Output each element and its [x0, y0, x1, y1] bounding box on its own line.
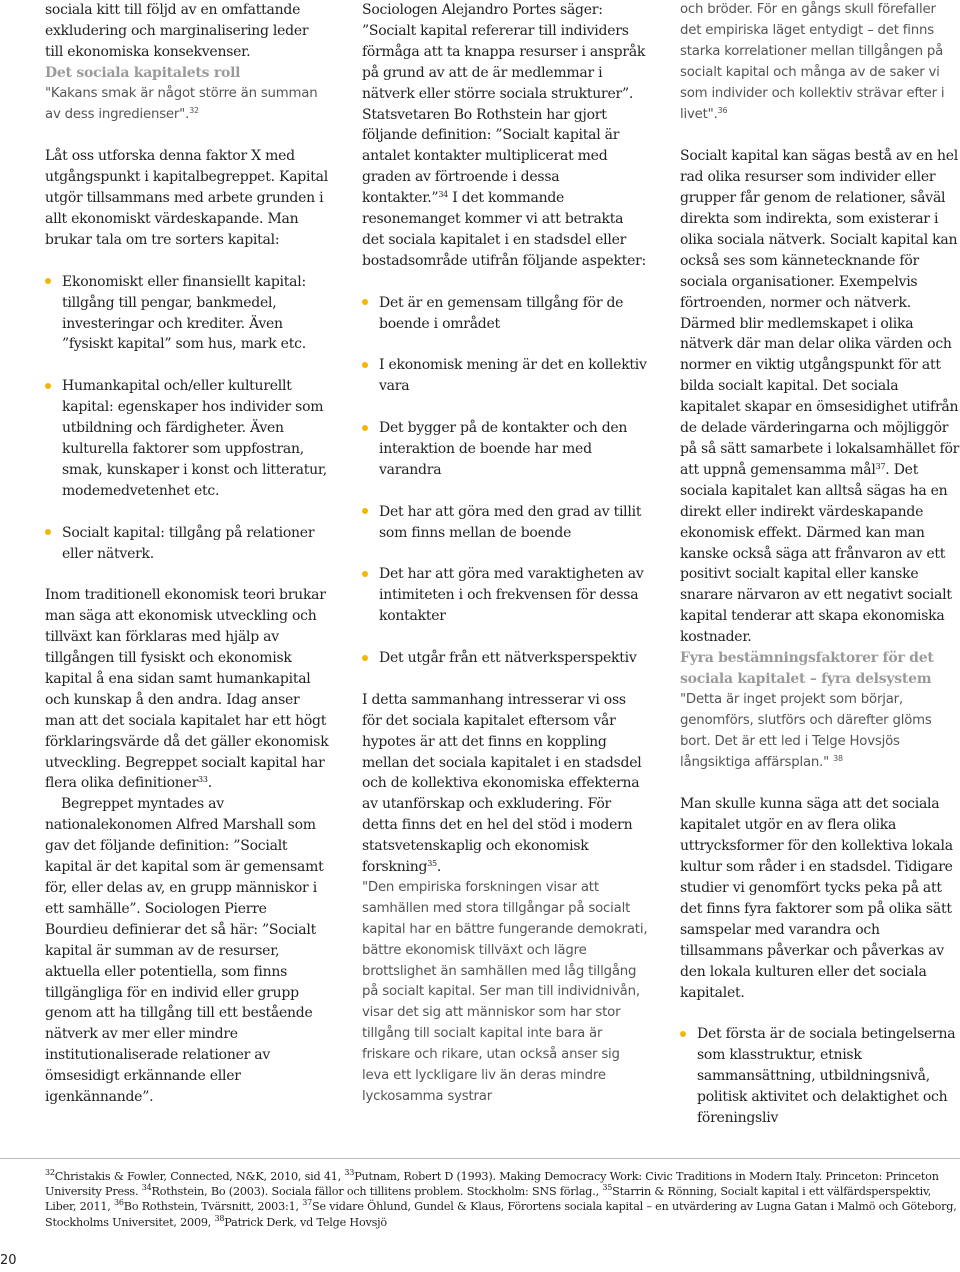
footnote-32: Christakis & Fowler, Connected, N&K, 2010, sid 41, [54, 1170, 345, 1183]
footnote-ref: 36 [717, 105, 728, 115]
bullet-item: Det bygger på de kontakter och den interaktion de boende har med varandra [362, 418, 648, 481]
bullet-item: Socialt kapital: tillgång på relationer eller nätverk. [45, 523, 330, 565]
column-1 [45, 0, 330, 1108]
column-2 [362, 0, 648, 1108]
footnote-33: Putnam, Robert D (1993). Making Democracy Work: Civic Traditions in Modern Italy. Princeton: Princeton University Press. [45, 1170, 939, 1199]
paragraph-text-end: I det kommande resonemanget kommer vi att betrakta det sociala kapitalet i en stadsdel eller bostadsområde utifrån följande aspekter: [362, 190, 647, 269]
page-number: 20 [0, 1253, 17, 1268]
paragraph: Låt oss utforska denna faktor X med utgångspunkt i kapitalbegreppet. Kapital utgör tillsammans med arbete grunden i allt ekonomiskt värdeskapande. Man brukar tala om tre sorters kapital: [45, 148, 328, 248]
footnote-ref: 34 [438, 190, 448, 200]
paragraph [680, 146, 960, 648]
bullet-item: Det har att göra med varaktigheten av intimiteten i och frekvensen för dessa kontakter [362, 564, 648, 627]
footnote-38: Patrick Derk, vd Telge Hovsjö [224, 1215, 387, 1229]
paragraph-text-end: . [436, 859, 442, 876]
bullet-item: Det utgår från ett nätverksperspektiv [362, 648, 648, 669]
pull-quote [45, 84, 330, 126]
footnote-number: 37 [302, 1198, 313, 1208]
paragraph-text: Inom traditionell ekonomisk teori brukar man säga att ekonomisk utveckling och tillväxt kan förklaras med hjälp av tillgången till fysiskt och ekonomisk kapital å ena sidan samt humankapital och kunskap å den andra. Idag anser man att det sociala kapitalet har ett högt förklaringsvärde då det gäller ekonomisk utveckling. Begreppet socialt kapital har flera olika definitioner [45, 587, 329, 792]
intro-paragraph: sociala kitt till följd av en omfattande exkludering och marginalisering leder till ekonomiska konsekvenser. [45, 2, 309, 60]
bullet-item: Det första är de sociala betingelserna som klasstruktur, etnisk sammansättning, utbildningsnivå, politisk aktivitet och delaktighet och föreningsliv [680, 1024, 960, 1129]
section-heading-social-capital-role: Det sociala kapitalets roll [45, 64, 241, 81]
footnote-number: 38 [214, 1213, 225, 1223]
pull-quote-text: "Kakans smak är något större än summan av dess ingredienser". [45, 85, 318, 122]
section-heading-four-factors: Fyra bestämningsfaktorer för det sociala kapitalet – fyra delsystem [680, 650, 934, 687]
paragraph-text-end: . [207, 775, 212, 792]
footnote-number: 32 [45, 1168, 55, 1177]
column-3 [680, 0, 960, 1129]
paragraph-text: Socialt kapital kan sägas bestå av en hel rad olika resurser som individer eller grupper får genom de relationer, såväl direkta som indirekta, som existerar i olika sociala nätverk. Socialt kapital kan också ses som kännetecknande för sociala organisationer. Exempelvis förtroenden, normer och nätverk. Därmed blir medlemskapet i olika nätverk där man delar olika värden och normer en viktig utgångspunkt för att bilda socialt kapital. Det sociala kapitalet skapar en ömsesidighet utifrån de delade värderingarna och möjliggör på så sätt samarbete i lokalsamhället för att uppnå gemensamma mål [680, 148, 960, 478]
footnote-ref: 37 [875, 461, 886, 471]
footnote-34: Rothstein, Bo (2003). Sociala fällor och tillitens problem. Stockholm: SNS förlag., [151, 1185, 603, 1199]
pull-quote-text: "Detta är inget projekt som börjar, genomförs, slutförs och därefter glöms bort. Det är ett led i Telge Hovsjös långsiktiga affärsplan." [680, 691, 932, 770]
pull-quote-text: och bröder. För en gångs skull förefaller det empiriska läget entydigt – det finns starka korrelationer mellan tillgången på socialt kapital och många av de saker vi som individer och kollektiv strävar efter i livet". [680, 2, 945, 122]
pull-quote [680, 690, 960, 774]
paragraph-text: I detta sammanhang intresserar vi oss för det sociala kapitalet eftersom vår hypotes är att det finns en koppling mellan det sociala kapitalet i en stadsdel och de kollektiva ekonomiska effekterna av utanförskap och exkludering. För detta finns det en hel del stöd i modern statsvetenskaplig och ekonomisk forskning [362, 691, 642, 876]
footnote-number: 34 [141, 1183, 152, 1193]
footnote-36: Bo Rothstein, Tvärsnitt, 2003:1, [123, 1200, 303, 1214]
pull-quote-continued [680, 0, 960, 125]
bullet-item: Ekonomiskt eller finansiellt kapital: tillgång till pengar, bankmedel, investeringar och krediter. Även ”fysiskt kapital” som hus, mark etc. [45, 272, 330, 356]
paragraph [45, 585, 330, 794]
footnote-number: 35 [602, 1183, 613, 1193]
footnote-ref: 32 [189, 105, 199, 115]
footnote-ref: 33 [198, 775, 208, 785]
footnote-35: Starrin & Rönning, Socialt kapital i ett välfärdsperspektiv, Liber, 2011, [45, 1185, 932, 1214]
bullet-item: Humankapital och/eller kulturellt kapital: egenskaper hos individer som utbildning och färdigheter. Även kulturella faktorer som uppfostran, smak, kunskaper i konst och litteratur, modemedvetenhet etc. [45, 376, 330, 501]
paragraph [362, 0, 648, 272]
footnote-ref: 38 [833, 753, 843, 763]
bullet-item: Det har att göra med den grad av tillit som finns mellan de boende [362, 502, 648, 544]
paragraph-text-end: . Det sociala kapitalet kan alltså sägas ha en direkt eller indirekt värdeskapande ekonomisk effekt. Därmed kan man kanske också säga att frånvaron av ett positivt socialt kapital eller kanske snarare närvaron av ett negativt socialt kapital tenderar att skapa ekonomiska kostnader. [680, 461, 952, 646]
paragraph: Man skulle kunna säga att det sociala kapitalet utgör en av flera olika uttrycksformer för den kollektiva lokala kultur som råder i en stadsdel. Tidigare studier vi genomfört tycks peka på att det finns fyra faktorer som på olika sätt samspelar med varandra och tillsammans påverkar och påverkas av den lokala kulturen eller det sociala kapitalet. [680, 796, 953, 1001]
bullet-item: Det är en gemensam tillgång för de boende i området [362, 293, 648, 335]
pull-quote: "Den empiriska forskningen visar att samhällen med stora tillgångar på socialt kapital har en bättre fungerande demokrati, bättre ekonomisk tillväxt och lägre brottslighet än samhällen med låg tillgång på socialt kapital. Ser man till individnivån, visar det sig att människor som har stor tillgång till socialt kapital inte bara är friskare och rikare, utan också anser sig leva ett lyckligare liv än deras mindre lyckosamma systrar [362, 879, 648, 1105]
footnotes [0, 1158, 960, 1230]
paragraph-text: Sociologen Alejandro Portes säger: ”Socialt kapital refererar till individers förmåga att ta knappa resurser i anspråk på grund av att de är medlemmar i nätverk eller större sociala strukturer”. Statsvetaren Bo Rothstein har gjort följande definition: ”Socialt kapital är antalet kontakter multiplicerat med graden av förtroende i dessa kontakter.” [362, 2, 646, 207]
footnote-number: 33 [344, 1168, 355, 1177]
paragraph [362, 690, 648, 878]
paragraph: Begreppet myntades av nationalekonomen Alfred Marshall som gav det följande definition: ”Socialt kapital är det kapital som är gemensamt för, eller delas av, en grupp människor i ett samhälle”. Sociologen Pierre Bourdieu definierar det så här: ”Socialt kapital är summan av de resurser, aktuella eller potentiella, som finns tillgängliga för en individ eller grupp genom att ha tillgång till ett bestående nätverk av mer eller mindre institutionaliserade relationer av ömsesidigt erkännande eller igenkännande”. [45, 796, 324, 1106]
footnote-ref: 35 [427, 859, 437, 869]
footnote-number: 36 [114, 1198, 124, 1208]
footnote-text [45, 1169, 957, 1230]
footnote-37: Se vidare Öhlund, Gundel & Klaus, Förortens sociala kapital – en utvärdering av Lugna Gatan i Malmö och Göteborg, Stockholms Universitet, 2009, [45, 1200, 957, 1229]
bullet-item: I ekonomisk mening är det en kollektiv vara [362, 355, 648, 397]
